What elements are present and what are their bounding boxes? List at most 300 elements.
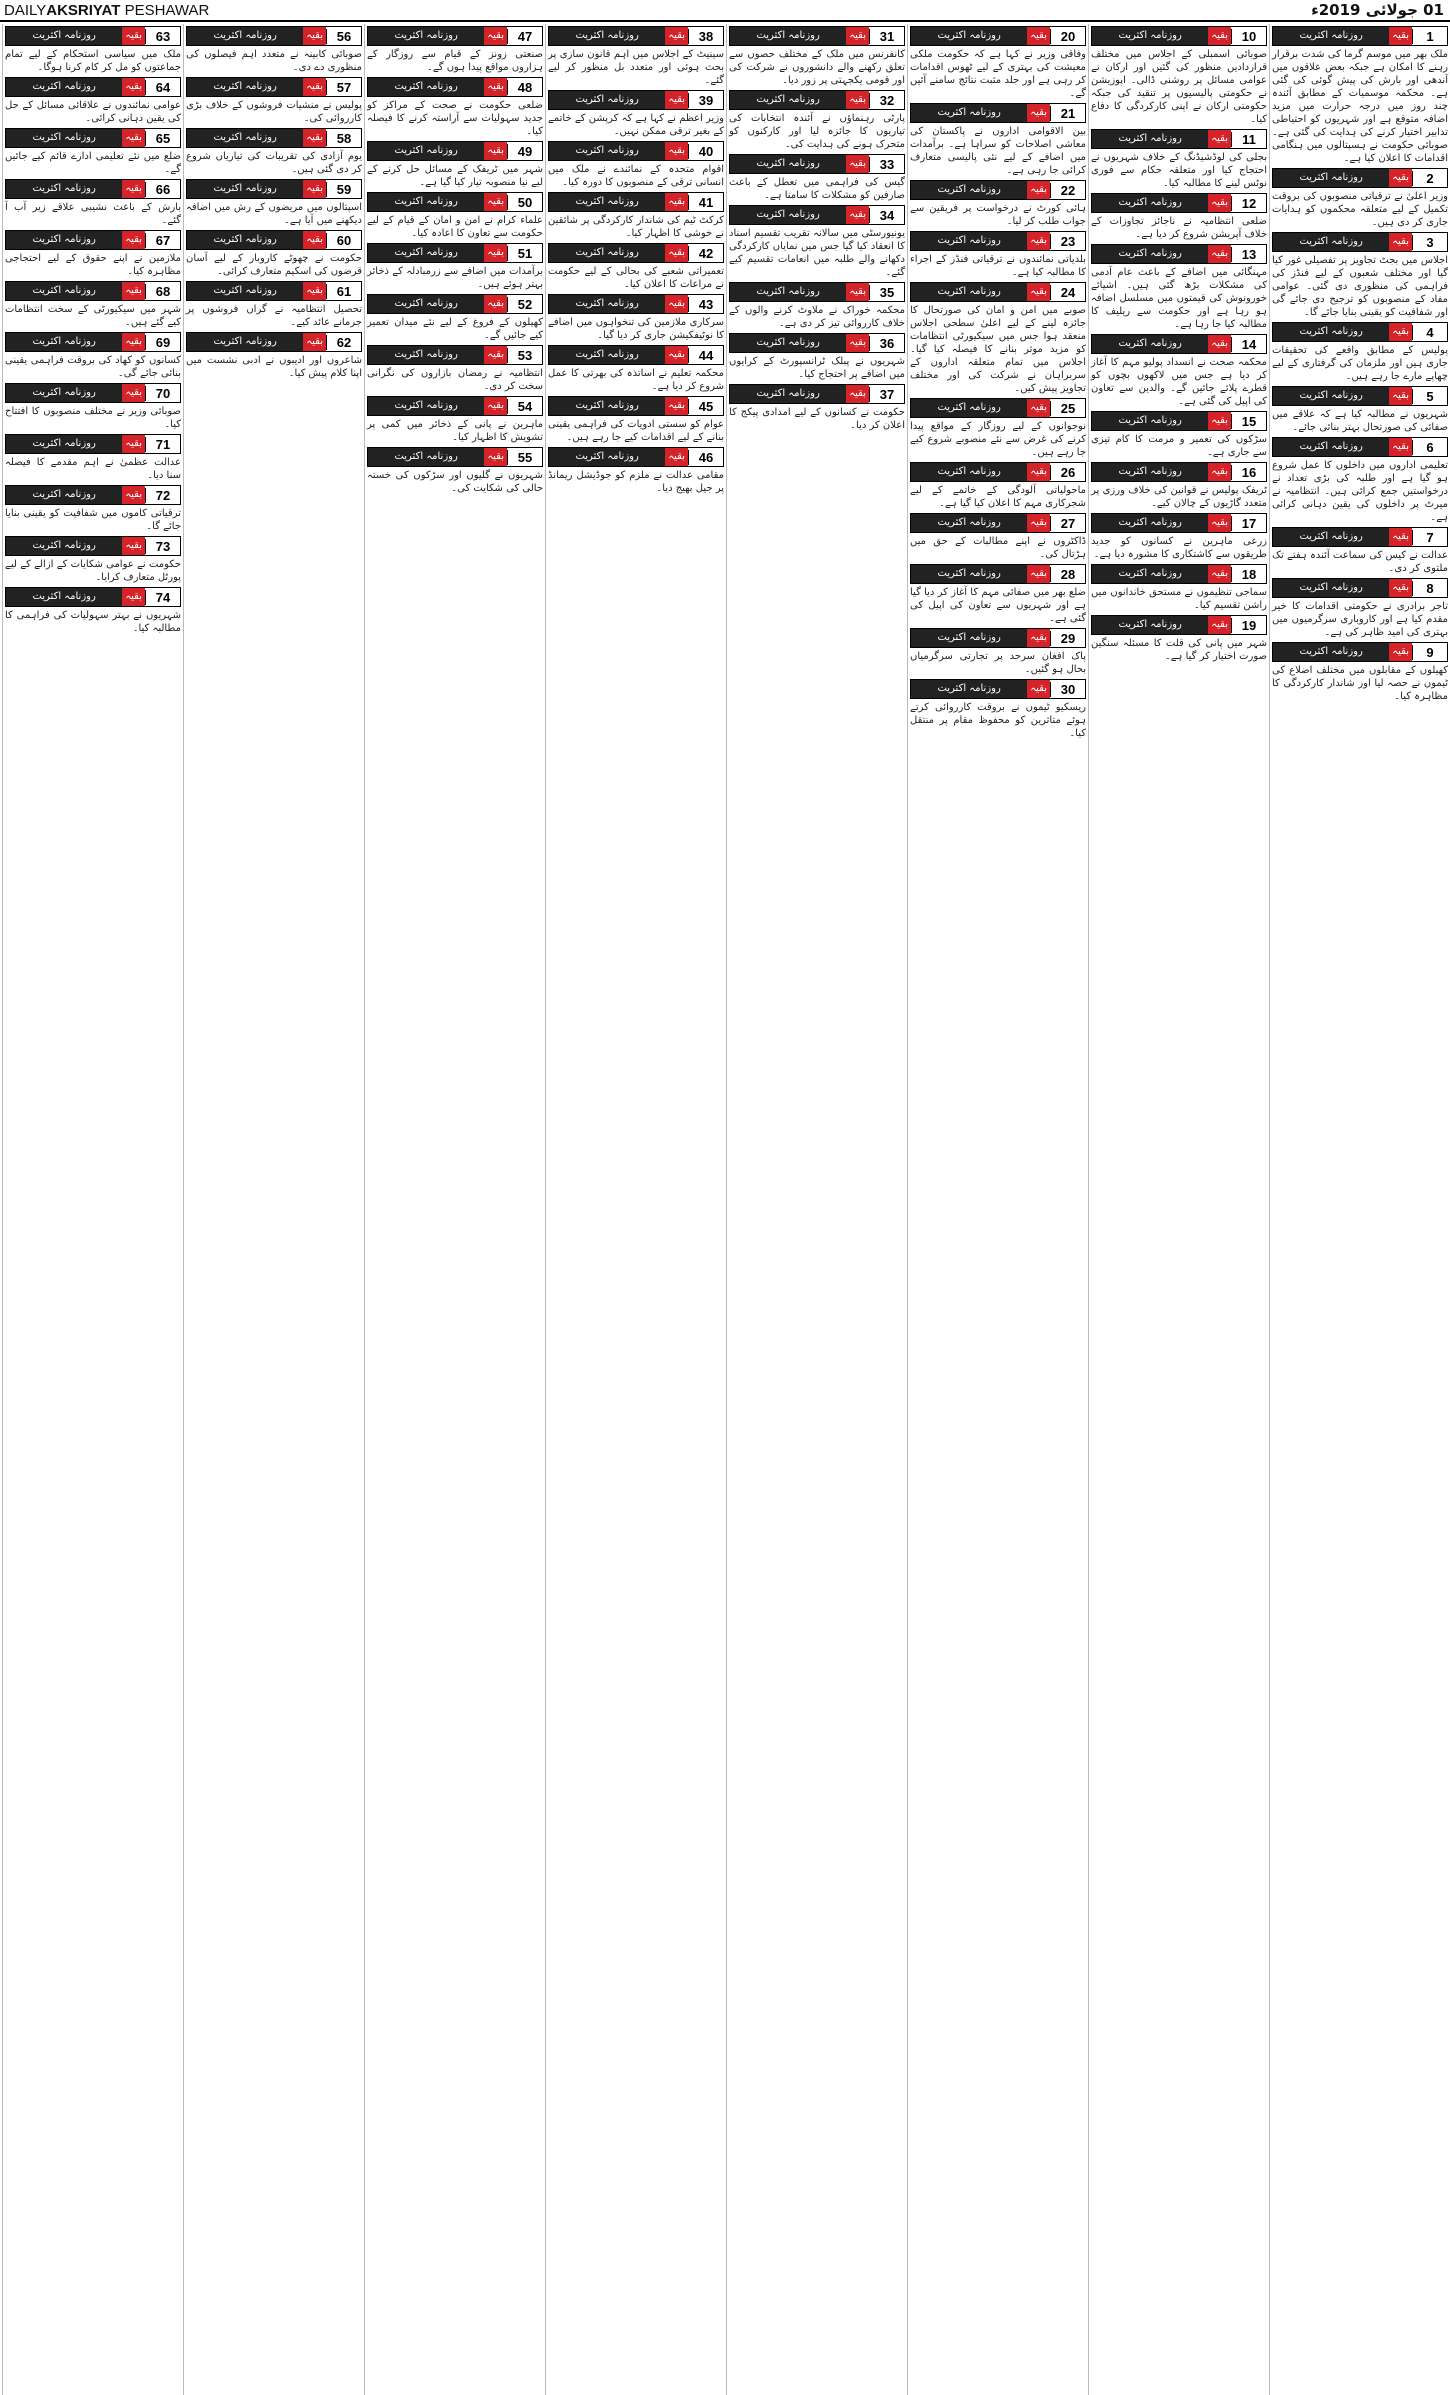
news-column — [1269, 24, 1450, 2395]
news-item — [5, 179, 181, 227]
item-header — [1272, 527, 1448, 547]
paper-kicker: روزنامہ اکثریت — [549, 295, 665, 313]
news-item — [5, 383, 181, 431]
item-header — [186, 332, 362, 352]
item-number: 55 — [507, 450, 542, 465]
item-number: 13 — [1231, 247, 1266, 262]
paper-kicker: روزنامہ اکثریت — [730, 206, 846, 224]
item-number: 5 — [1412, 389, 1447, 404]
item-number: 51 — [507, 246, 542, 261]
item-header — [5, 485, 181, 505]
paper-city: PESHAWAR — [124, 2, 210, 19]
news-item — [729, 333, 905, 381]
news-column — [1088, 24, 1269, 2395]
item-number: 65 — [145, 131, 180, 146]
item-number: 57 — [326, 80, 361, 95]
item-header — [1091, 193, 1267, 213]
item-header — [910, 462, 1086, 482]
item-number: 16 — [1231, 465, 1266, 480]
item-number: 4 — [1412, 325, 1447, 340]
item-header — [1272, 26, 1448, 46]
item-text: اجلاس میں بجٹ تجاویز پر تفصیلی غور کیا گیا اور مختلف شعبوں کے لیے فنڈز کی فراہمی کی منظوری دی گئی۔ عوامی مفاد کے منصوبوں کو ترجیح دی جائے گی اور شفافیت کو یقینی بنایا جائے گا۔ — [1272, 255, 1448, 318]
news-item — [367, 243, 543, 291]
item-header — [1091, 411, 1267, 431]
item-number: 47 — [507, 29, 542, 44]
item-header — [1091, 26, 1267, 46]
continuation-tag: بقیہ — [846, 385, 869, 403]
item-text: اسپتالوں میں مریضوں کے رش میں اضافہ دیکھنے میں آیا ہے۔ — [186, 202, 362, 226]
paper-kicker: روزنامہ اکثریت — [730, 155, 846, 173]
news-item — [548, 90, 724, 138]
item-text: کسانوں کو کھاد کی بروقت فراہمی یقینی بنائی جائے گی۔ — [5, 355, 181, 379]
item-header — [910, 180, 1086, 200]
item-number: 36 — [869, 336, 904, 351]
item-number: 31 — [869, 29, 904, 44]
continuation-tag: بقیہ — [122, 180, 145, 198]
item-number: 35 — [869, 285, 904, 300]
news-item — [367, 192, 543, 240]
paper-kicker: روزنامہ اکثریت — [730, 283, 846, 301]
paper-kicker: روزنامہ اکثریت — [6, 384, 122, 402]
continuation-tag: بقیہ — [1389, 323, 1412, 341]
paper-kicker: روزنامہ اکثریت — [368, 295, 484, 313]
item-text: ترقیاتی کاموں میں شفافیت کو یقینی بنایا جائے گا۔ — [5, 508, 181, 532]
paper-kicker: روزنامہ اکثریت — [1092, 130, 1208, 148]
paper-kicker: روزنامہ اکثریت — [549, 193, 665, 211]
item-number: 71 — [145, 437, 180, 452]
news-item — [910, 103, 1086, 177]
item-number: 10 — [1231, 29, 1266, 44]
news-item — [5, 536, 181, 584]
continuation-tag: بقیہ — [303, 129, 326, 147]
item-text: عدالت عظمیٰ نے اہم مقدمے کا فیصلہ سنا دیا۔ — [5, 457, 181, 481]
item-text: ضلع میں نئے تعلیمی ادارے قائم کیے جائیں گے۔ — [5, 151, 181, 175]
item-number: 62 — [326, 335, 361, 350]
paper-kicker: روزنامہ اکثریت — [368, 27, 484, 45]
news-item — [548, 192, 724, 240]
continuation-tag: بقیہ — [1027, 399, 1050, 417]
news-item — [1091, 513, 1267, 561]
item-text: ضلعی انتظامیہ نے ناجائز تجاوزات کے خلاف آپریشن شروع کر دیا ہے۔ — [1091, 216, 1267, 240]
item-number: 27 — [1050, 516, 1085, 531]
news-item — [1272, 232, 1448, 319]
item-text: بلدیاتی نمائندوں نے ترقیاتی فنڈز کے اجراء کا مطالبہ کیا ہے۔ — [910, 254, 1086, 278]
continuation-tag: بقیہ — [122, 231, 145, 249]
continuation-tag: بقیہ — [846, 334, 869, 352]
item-number: 11 — [1231, 132, 1266, 147]
paper-kicker: روزنامہ اکثریت — [6, 333, 122, 351]
paper-kicker: روزنامہ اکثریت — [549, 448, 665, 466]
news-item — [548, 243, 724, 291]
item-text: مقامی عدالت نے ملزم کو جوڈیشل ریمانڈ پر جیل بھیج دیا۔ — [548, 470, 724, 494]
item-text: انتظامیہ نے رمضان بازاروں کی نگرانی سخت کر دی۔ — [367, 368, 543, 392]
item-number: 7 — [1412, 530, 1447, 545]
paper-kicker: روزنامہ اکثریت — [1273, 233, 1389, 251]
item-text: بین الاقوامی اداروں نے پاکستان کی معاشی اصلاحات کو سراہا ہے۔ برآمدات میں اضافے کے لیے نئی پالیسی متعارف کرائی جا رہی ہے۔ — [910, 126, 1086, 176]
news-item — [367, 396, 543, 444]
item-header — [367, 447, 543, 467]
item-text: کرکٹ ٹیم کی شاندار کارکردگی پر شائقین نے خوشی کا اظہار کیا۔ — [548, 215, 724, 239]
item-header — [5, 77, 181, 97]
item-number: 32 — [869, 93, 904, 108]
item-header — [5, 332, 181, 352]
item-header — [1091, 129, 1267, 149]
item-header — [1091, 513, 1267, 533]
item-header — [367, 345, 543, 365]
item-number: 38 — [688, 29, 723, 44]
paper-kicker: روزنامہ اکثریت — [1273, 169, 1389, 187]
paper-kicker: روزنامہ اکثریت — [368, 193, 484, 211]
news-item — [548, 396, 724, 444]
continuation-tag: بقیہ — [1027, 514, 1050, 532]
continuation-tag: بقیہ — [1208, 565, 1231, 583]
continuation-tag: بقیہ — [1027, 629, 1050, 647]
news-item — [910, 564, 1086, 625]
item-number: 49 — [507, 144, 542, 159]
news-item — [729, 205, 905, 279]
item-header — [548, 243, 724, 263]
item-text: یونیورسٹی میں سالانہ تقریب تقسیم اسناد کا انعقاد کیا گیا جس میں نمایاں کارکردگی دکھانے والے طلبہ میں انعامات تقسیم کیے گئے۔ — [729, 228, 905, 278]
news-item — [1272, 168, 1448, 229]
paper-kicker: روزنامہ اکثریت — [1273, 528, 1389, 546]
paper-prefix: DAILY — [4, 2, 47, 19]
item-header — [5, 383, 181, 403]
item-header — [729, 333, 905, 353]
item-header — [1091, 615, 1267, 635]
item-header — [5, 587, 181, 607]
continuation-tag: بقیہ — [1389, 387, 1412, 405]
paper-kicker: روزنامہ اکثریت — [730, 334, 846, 352]
item-text: کھیلوں کے مقابلوں میں مختلف اضلاع کی ٹیموں نے حصہ لیا اور شاندار کارکردگی کا مظاہرہ کیا۔ — [1272, 665, 1448, 702]
item-header — [910, 398, 1086, 418]
item-text: شہر میں ٹریفک کے مسائل حل کرنے کے لیے نیا منصوبہ تیار کیا گیا ہے۔ — [367, 164, 543, 188]
news-item — [910, 679, 1086, 740]
item-text: کھیلوں کے فروغ کے لیے نئے میدان تعمیر کیے جائیں گے۔ — [367, 317, 543, 341]
item-header — [548, 90, 724, 110]
paper-kicker: روزنامہ اکثریت — [368, 346, 484, 364]
continuation-tag: بقیہ — [665, 193, 688, 211]
continuation-tag: بقیہ — [1208, 335, 1231, 353]
item-text: شہریوں نے گلیوں اور سڑکوں کی خستہ حالی کی شکایت کی۔ — [367, 470, 543, 494]
continuation-tag: بقیہ — [122, 588, 145, 606]
continuation-tag: بقیہ — [846, 91, 869, 109]
item-text: ملک بھر میں موسم گرما کی شدت برقرار رہنے کا امکان ہے جبکہ بعض علاقوں میں آندھی اور بارش کی پیش گوئی کی گئی ہے۔ محکمہ موسمیات کے مطابق آئندہ چند روز میں درجہ حرارت میں مزید اضافہ متوقع ہے اور شہریوں کو احتیاطی تدابیر اختیار کرنے کی ہدایت کی گئی ہے۔ صوبائی حکومت نے ہسپتالوں میں ہنگامی اقدامات کا اعلان کیا ہے۔ — [1272, 49, 1448, 164]
item-text: علماء کرام نے امن و امان کے قیام کے لیے حکومت سے تعاون کا اعادہ کیا۔ — [367, 215, 543, 239]
news-item — [1091, 26, 1267, 126]
news-column — [545, 24, 726, 2395]
item-text: زرعی ماہرین نے کسانوں کو جدید طریقوں سے کاشتکاری کا مشورہ دیا ہے۔ — [1091, 536, 1267, 560]
news-columns — [0, 24, 1450, 2395]
item-header — [1091, 334, 1267, 354]
news-item — [729, 26, 905, 87]
paper-kicker: روزنامہ اکثریت — [187, 78, 303, 96]
item-header — [367, 77, 543, 97]
item-text: شہریوں نے پبلک ٹرانسپورٹ کے کرایوں میں اضافے پر احتجاج کیا۔ — [729, 356, 905, 380]
continuation-tag: بقیہ — [1208, 514, 1231, 532]
item-text: ماحولیاتی آلودگی کے خاتمے کے لیے شجرکاری مہم کا اعلان کیا گیا ہے۔ — [910, 485, 1086, 509]
item-number: 22 — [1050, 183, 1085, 198]
continuation-tag: بقیہ — [122, 435, 145, 453]
news-item — [5, 332, 181, 380]
item-header — [5, 230, 181, 250]
item-number: 68 — [145, 284, 180, 299]
item-number: 45 — [688, 399, 723, 414]
paper-kicker: روزنامہ اکثریت — [187, 231, 303, 249]
news-item — [367, 447, 543, 495]
item-number: 54 — [507, 399, 542, 414]
item-text: ریسکیو ٹیموں نے بروقت کارروائی کرتے ہوئے متاثرین کو محفوظ مقام پر منتقل کیا۔ — [910, 702, 1086, 739]
paper-kicker: روزنامہ اکثریت — [368, 244, 484, 262]
item-header — [910, 282, 1086, 302]
item-header — [910, 564, 1086, 584]
paper-kicker: روزنامہ اکثریت — [549, 346, 665, 364]
continuation-tag: بقیہ — [665, 346, 688, 364]
continuation-tag: بقیہ — [1027, 181, 1050, 199]
item-text: پولیس نے منشیات فروشوں کے خلاف بڑی کارروائی کی۔ — [186, 100, 362, 124]
item-text: پاک افغان سرحد پر تجارتی سرگرمیاں بحال ہو گئیں۔ — [910, 651, 1086, 675]
news-item — [1272, 26, 1448, 165]
news-item — [729, 90, 905, 151]
paper-kicker: روزنامہ اکثریت — [911, 283, 1027, 301]
paper-kicker: روزنامہ اکثریت — [6, 231, 122, 249]
news-item — [186, 332, 362, 380]
paper-kicker: روزنامہ اکثریت — [6, 537, 122, 555]
continuation-tag: بقیہ — [484, 78, 507, 96]
item-header — [729, 282, 905, 302]
item-number: 9 — [1412, 645, 1447, 660]
news-item — [1091, 193, 1267, 241]
item-number: 56 — [326, 29, 361, 44]
item-text: محکمہ صحت نے انسداد پولیو مہم کا آغاز کر دیا ہے جس میں لاکھوں بچوں کو قطرے پلائے جائیں گے۔ والدین سے تعاون کی اپیل کی گئی ہے۔ — [1091, 357, 1267, 407]
item-text: نوجوانوں کے لیے روزگار کے مواقع پیدا کرنے کی غرض سے نئے منصوبے شروع کیے جا رہے ہیں۔ — [910, 421, 1086, 458]
item-header — [548, 26, 724, 46]
continuation-tag: بقیہ — [303, 78, 326, 96]
item-header — [729, 384, 905, 404]
item-number: 73 — [145, 539, 180, 554]
item-text: پولیس کے مطابق واقعے کی تحقیقات جاری ہیں اور ملزمان کی گرفتاری کے لیے چھاپے مارے جا رہے ہیں۔ — [1272, 345, 1448, 382]
item-number: 41 — [688, 195, 723, 210]
item-header — [729, 90, 905, 110]
item-header — [910, 103, 1086, 123]
item-number: 23 — [1050, 234, 1085, 249]
item-header — [367, 396, 543, 416]
continuation-tag: بقیہ — [122, 78, 145, 96]
item-number: 34 — [869, 208, 904, 223]
item-header — [548, 294, 724, 314]
item-header — [367, 26, 543, 46]
item-text: بجلی کی لوڈشیڈنگ کے خلاف شہریوں نے احتجاج کیا اور متعلقہ حکام سے فوری نوٹس لینے کا مطالبہ کیا۔ — [1091, 152, 1267, 189]
continuation-tag: بقیہ — [1208, 245, 1231, 263]
news-item — [5, 587, 181, 635]
item-number: 74 — [145, 590, 180, 605]
item-number: 33 — [869, 157, 904, 172]
paper-kicker: روزنامہ اکثریت — [368, 142, 484, 160]
item-header — [548, 345, 724, 365]
paper-kicker: روزنامہ اکثریت — [730, 385, 846, 403]
continuation-tag: بقیہ — [846, 283, 869, 301]
item-header — [367, 192, 543, 212]
item-number: 26 — [1050, 465, 1085, 480]
news-item — [186, 26, 362, 74]
continuation-tag: بقیہ — [303, 333, 326, 351]
news-item — [186, 281, 362, 329]
item-text: تعلیمی اداروں میں داخلوں کا عمل شروع ہو گیا ہے اور طلبہ کی بڑی تعداد نے درخواستیں جمع کرائی ہیں۔ انتظامیہ نے میرٹ پر داخلوں کی یقین دہانی کرائی ہے۔ — [1272, 460, 1448, 523]
news-item — [910, 513, 1086, 561]
news-item — [367, 26, 543, 74]
item-header — [1272, 437, 1448, 457]
news-item — [367, 345, 543, 393]
paper-kicker: روزنامہ اکثریت — [911, 514, 1027, 532]
item-text: سڑکوں کی تعمیر و مرمت کا کام تیزی سے جاری ہے۔ — [1091, 434, 1267, 458]
item-number: 21 — [1050, 106, 1085, 121]
continuation-tag: بقیہ — [1027, 283, 1050, 301]
news-item — [186, 230, 362, 278]
item-number: 20 — [1050, 29, 1085, 44]
item-number: 66 — [145, 182, 180, 197]
paper-kicker: روزنامہ اکثریت — [1092, 335, 1208, 353]
continuation-tag: بقیہ — [122, 486, 145, 504]
news-column — [2, 24, 183, 2395]
item-number: 30 — [1050, 682, 1085, 697]
item-number: 2 — [1412, 171, 1447, 186]
paper-kicker: روزنامہ اکثریت — [911, 181, 1027, 199]
item-text: گیس کی فراہمی میں تعطل کے باعث صارفین کو مشکلات کا سامنا ہے۔ — [729, 177, 905, 201]
paper-kicker: روزنامہ اکثریت — [368, 448, 484, 466]
item-header — [548, 396, 724, 416]
paper-kicker: روزنامہ اکثریت — [6, 78, 122, 96]
continuation-tag: بقیہ — [665, 244, 688, 262]
continuation-tag: بقیہ — [484, 244, 507, 262]
continuation-tag: بقیہ — [1208, 194, 1231, 212]
continuation-tag: بقیہ — [1208, 463, 1231, 481]
paper-kicker: روزنامہ اکثریت — [1092, 194, 1208, 212]
news-item — [186, 77, 362, 125]
continuation-tag: بقیہ — [484, 142, 507, 160]
news-item — [367, 294, 543, 342]
paper-kicker: روزنامہ اکثریت — [6, 282, 122, 300]
continuation-tag: بقیہ — [846, 27, 869, 45]
paper-kicker: روزنامہ اکثریت — [911, 399, 1027, 417]
item-text: وفاقی وزیر نے کہا ہے کہ حکومت ملکی معیشت کی بہتری کے لیے ٹھوس اقدامات کر رہی ہے اور جلد مثبت نتائج سامنے آئیں گے۔ — [910, 49, 1086, 99]
item-text: شہریوں نے مطالبہ کیا ہے کہ علاقے میں صفائی کی صورتحال بہتر بنائی جائے۔ — [1272, 409, 1448, 433]
item-header — [5, 281, 181, 301]
news-item — [1272, 437, 1448, 524]
item-header — [1272, 322, 1448, 342]
item-number: 8 — [1412, 581, 1447, 596]
news-item — [729, 384, 905, 432]
news-item — [910, 180, 1086, 228]
item-header — [1272, 642, 1448, 662]
paper-kicker: روزنامہ اکثریت — [549, 244, 665, 262]
item-header — [186, 128, 362, 148]
news-item — [1091, 129, 1267, 190]
continuation-tag: بقیہ — [665, 142, 688, 160]
news-item — [910, 462, 1086, 510]
paper-kicker: روزنامہ اکثریت — [1092, 27, 1208, 45]
item-text: تحصیل انتظامیہ نے گراں فروشوں پر جرمانے عائد کیے۔ — [186, 304, 362, 328]
item-header — [1272, 386, 1448, 406]
news-item — [910, 231, 1086, 279]
item-number: 42 — [688, 246, 723, 261]
continuation-tag: بقیہ — [303, 282, 326, 300]
continuation-tag: بقیہ — [1027, 27, 1050, 45]
item-number: 48 — [507, 80, 542, 95]
item-header — [1272, 168, 1448, 188]
continuation-tag: بقیہ — [1027, 565, 1050, 583]
paper-kicker: روزنامہ اکثریت — [187, 129, 303, 147]
item-text: تعمیراتی شعبے کی بحالی کے لیے حکومت نے مراعات کا اعلان کیا۔ — [548, 266, 724, 290]
paper-kicker: روزنامہ اکثریت — [1092, 565, 1208, 583]
item-text: صوبائی کابینہ نے متعدد اہم فیصلوں کی منظوری دے دی۔ — [186, 49, 362, 73]
item-number: 6 — [1412, 440, 1447, 455]
item-header — [186, 26, 362, 46]
item-header — [5, 26, 181, 46]
news-item — [367, 77, 543, 138]
continuation-tag: بقیہ — [484, 193, 507, 211]
continuation-tag: بقیہ — [122, 27, 145, 45]
continuation-tag: بقیہ — [484, 27, 507, 45]
item-number: 43 — [688, 297, 723, 312]
paper-kicker: روزنامہ اکثریت — [730, 27, 846, 45]
news-item — [1272, 527, 1448, 575]
item-header — [5, 434, 181, 454]
item-number: 59 — [326, 182, 361, 197]
item-header — [910, 231, 1086, 251]
paper-kicker: روزنامہ اکثریت — [6, 129, 122, 147]
item-header — [186, 281, 362, 301]
paper-kicker: روزنامہ اکثریت — [911, 565, 1027, 583]
news-item — [5, 230, 181, 278]
item-header — [367, 243, 543, 263]
news-item — [548, 141, 724, 189]
item-text: حکومت نے کسانوں کے لیے امدادی پیکج کا اعلان کر دیا۔ — [729, 407, 905, 431]
news-item — [5, 485, 181, 533]
continuation-tag: بقیہ — [122, 537, 145, 555]
paper-kicker: روزنامہ اکثریت — [6, 588, 122, 606]
continuation-tag: بقیہ — [1208, 412, 1231, 430]
continuation-tag: بقیہ — [303, 180, 326, 198]
item-text: برآمدات میں اضافے سے زرمبادلہ کے ذخائر بہتر ہوئے ہیں۔ — [367, 266, 543, 290]
item-text: ڈاکٹروں نے اپنے مطالبات کے حق میں ہڑتال کی۔ — [910, 536, 1086, 560]
item-header — [367, 294, 543, 314]
paper-kicker: روزنامہ اکثریت — [1092, 245, 1208, 263]
continuation-tag: بقیہ — [1389, 528, 1412, 546]
item-number: 60 — [326, 233, 361, 248]
paper-kicker: روزنامہ اکثریت — [549, 91, 665, 109]
item-text: مہنگائی میں اضافے کے باعث عام آدمی کی مشکلات بڑھ گئی ہیں۔ اشیائے خورونوش کی قیمتوں میں مسلسل اضافہ ہو رہا ہے اور حکومت سے ریلیف کا مطالبہ کیا جا رہا ہے۔ — [1091, 267, 1267, 330]
item-text: ضلع بھر میں صفائی مہم کا آغاز کر دیا گیا ہے اور شہریوں سے تعاون کی اپیل کی گئی ہے۔ — [910, 587, 1086, 624]
news-column — [907, 24, 1088, 2395]
masthead — [0, 0, 1450, 22]
paper-kicker: روزنامہ اکثریت — [6, 180, 122, 198]
item-text: بارش کے باعث نشیبی علاقے زیر آب آ گئے۔ — [5, 202, 181, 226]
item-number: 52 — [507, 297, 542, 312]
item-text: محکمہ تعلیم نے اساتذہ کی بھرتی کا عمل شروع کر دیا ہے۔ — [548, 368, 724, 392]
paper-kicker: روزنامہ اکثریت — [368, 397, 484, 415]
item-text: شہر میں پانی کی قلت کا مسئلہ سنگین صورت اختیار کر گیا ہے۔ — [1091, 638, 1267, 662]
continuation-tag: بقیہ — [1027, 232, 1050, 250]
continuation-tag: بقیہ — [665, 27, 688, 45]
news-item — [910, 26, 1086, 100]
continuation-tag: بقیہ — [484, 295, 507, 313]
paper-kicker: روزنامہ اکثریت — [1273, 387, 1389, 405]
item-text: اقوام متحدہ کے نمائندے نے ملک میں انسانی ترقی کے منصوبوں کا دورہ کیا۔ — [548, 164, 724, 188]
item-number: 14 — [1231, 337, 1266, 352]
item-number: 44 — [688, 348, 723, 363]
item-number: 29 — [1050, 631, 1085, 646]
continuation-tag: بقیہ — [846, 155, 869, 173]
item-number: 40 — [688, 144, 723, 159]
